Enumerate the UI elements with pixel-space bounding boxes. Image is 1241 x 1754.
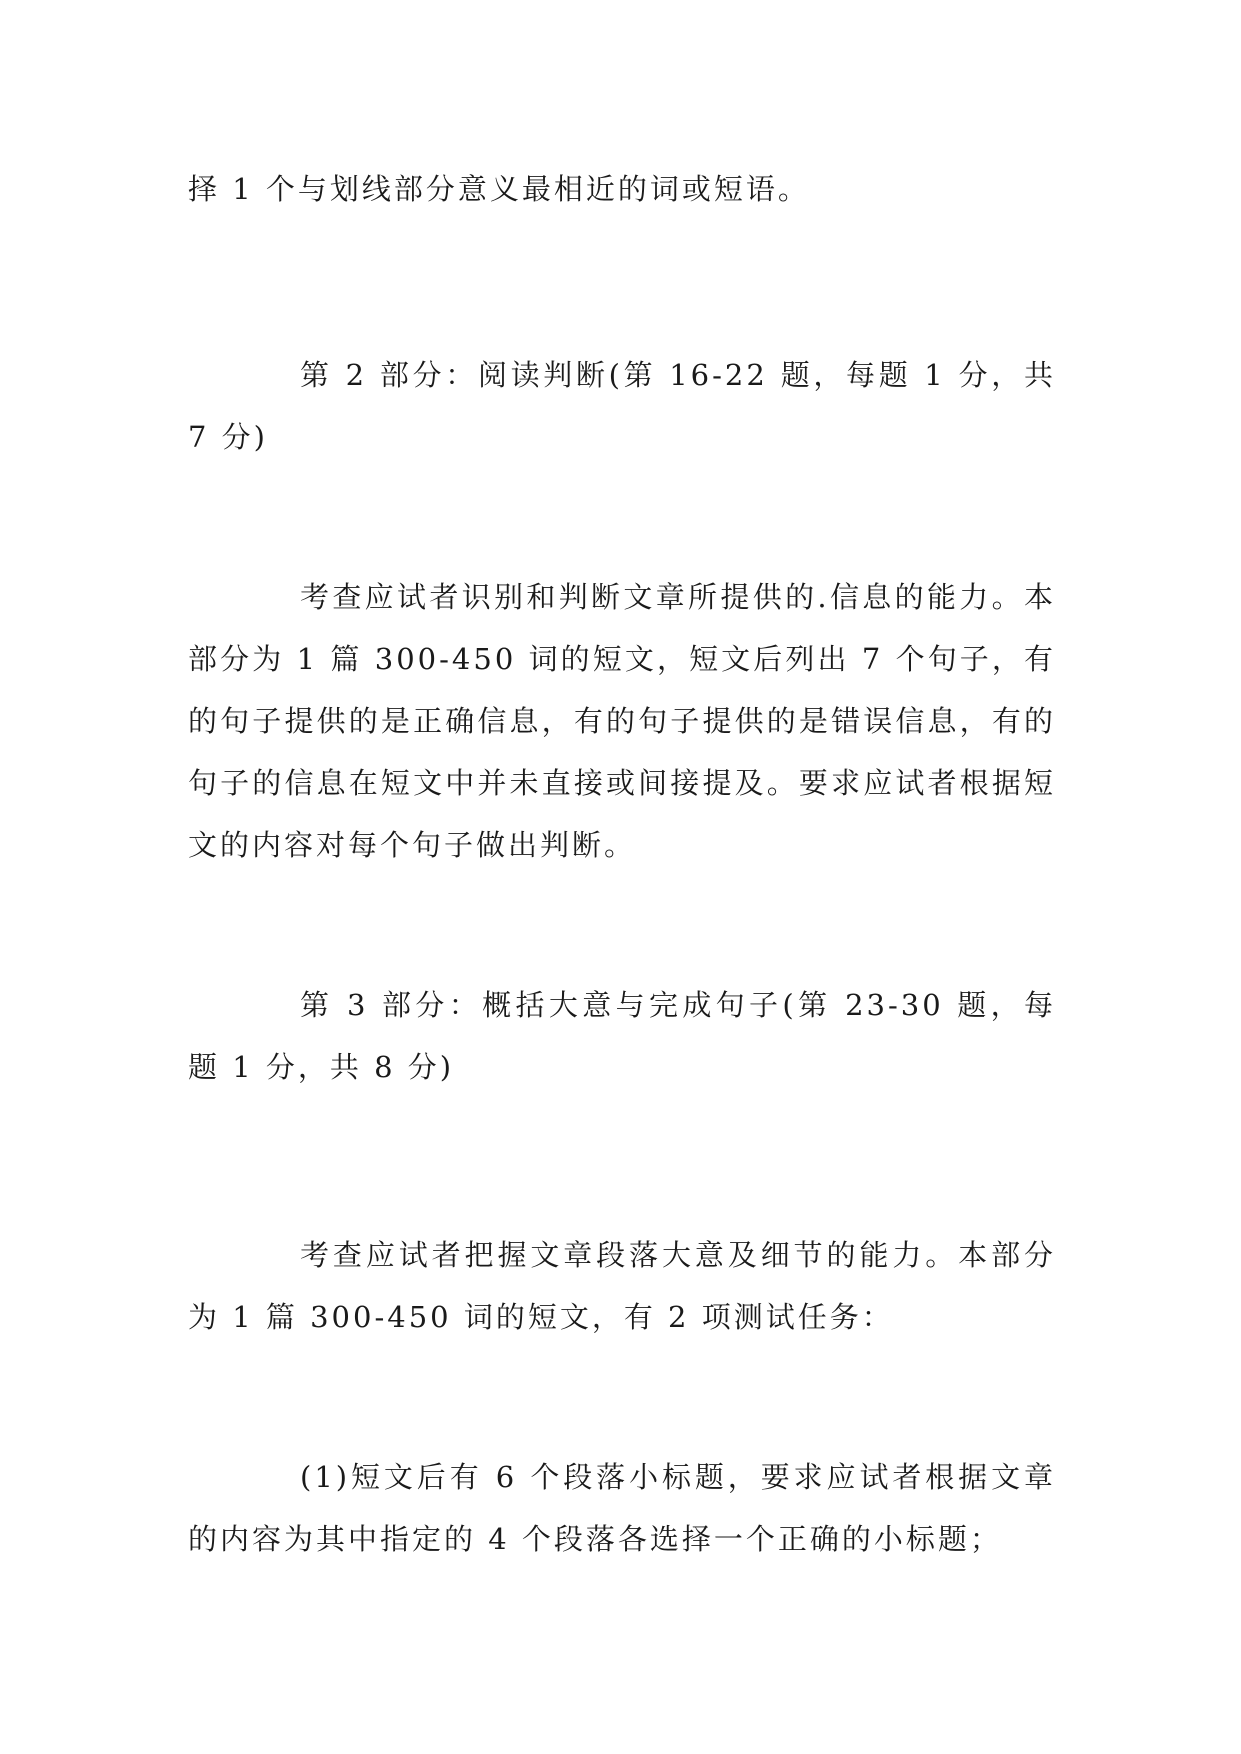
section-2-heading: 第 2 部分：阅读判断(第 16-22 题，每题 1 分，共 7 分) [188, 358, 1056, 454]
section-3-description: 考查应试者把握文章段落大意及细节的能力。本部分为 1 篇 300-450 词的短文，有 2 项测试任务： [188, 1238, 1056, 1334]
task-1-description: (1)短文后有 6 个段落小标题，要求应试者根据文章的内容为其中指定的 4 个段落各选择一个正确的小标题； [188, 1460, 1056, 1556]
section-3-heading: 第 3 部分：概括大意与完成句子(第 23-30 题，每题 1 分，共 8 分) [188, 988, 1056, 1084]
paragraph-continuation: 择 1 个与划线部分意义最相近的词或短语。 [188, 172, 810, 206]
section-2-description: 考查应试者识别和判断文章所提供的.信息的能力。本部分为 1 篇 300-450 词的短文，短文后列出 7 个句子，有的句子提供的是正确信息，有的句子提供的是错误信息，有的句子的信息在短文中并未直接或间接提及。要求应试者根据短文的内容对每个句子做出判断。 [188, 580, 1056, 862]
